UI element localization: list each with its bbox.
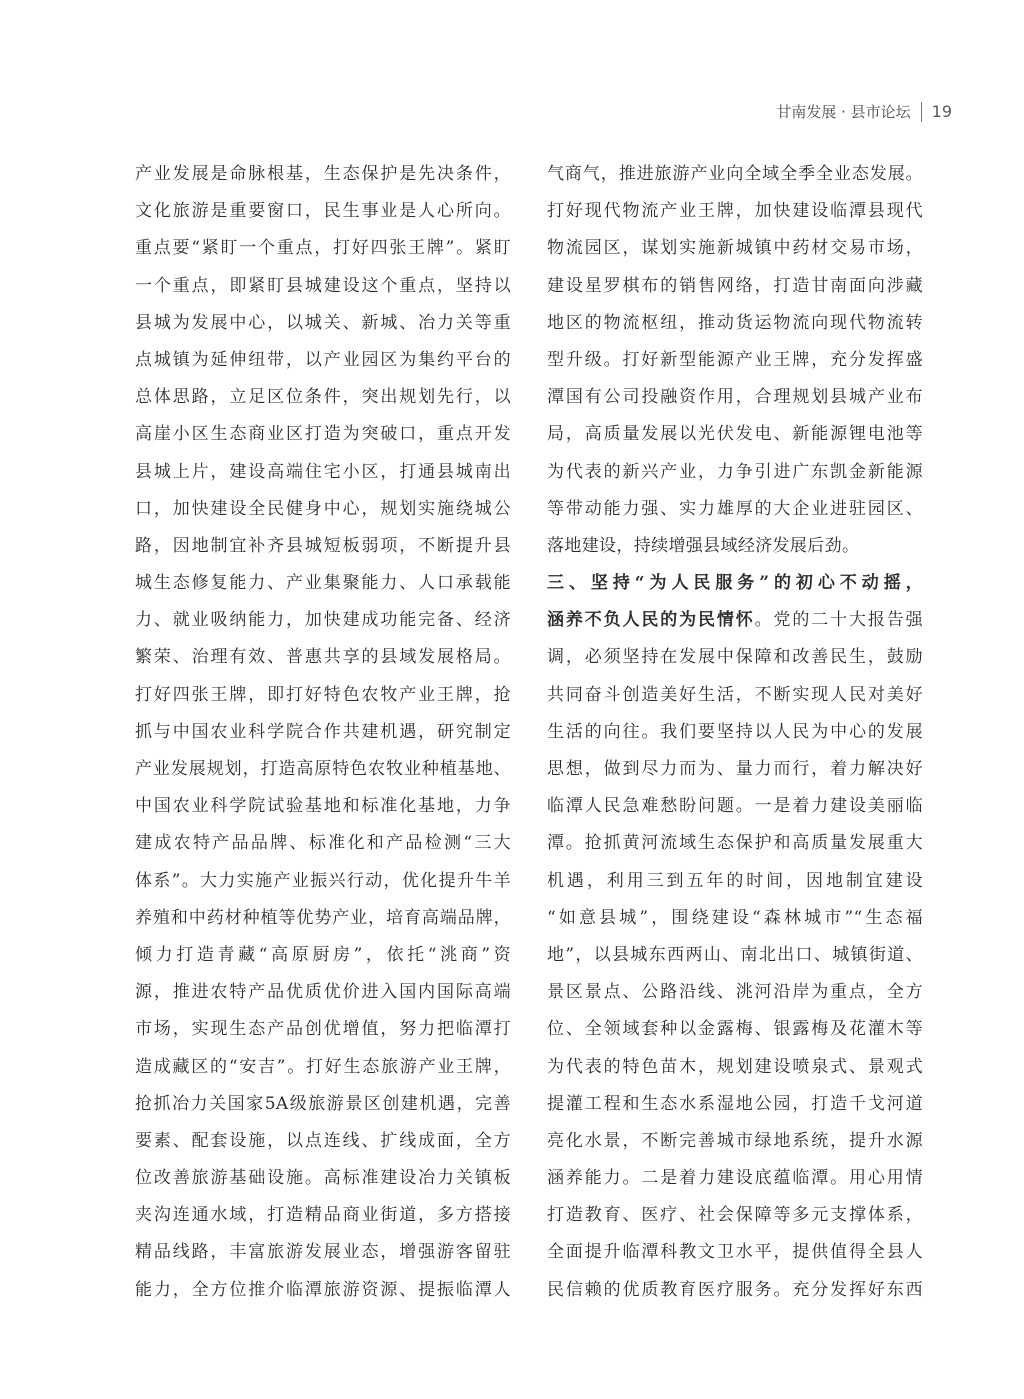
text-line: 落地建设，持续增强县域经济发展后劲。 — [547, 535, 860, 556]
section-heading-line-2 — [547, 602, 923, 639]
text-line: 气商气，推进旅游产业向全域全季全业态发展。 — [547, 164, 923, 184]
text-line: 抓与中国农业科学院合作共建机遇，研究制定 — [135, 721, 511, 742]
text-line: 夹沟连通水域，打造精品商业街道，多方搭接 — [135, 1205, 511, 1226]
text-line: 县城上片，建设高端住宅小区，打通县城南出 — [135, 461, 511, 482]
text-line: 点城镇为延伸纽带，以产业园区为集约平台的 — [135, 349, 511, 370]
text-line: 市场，实现生态产品创优增值，努力把临潭打 — [135, 1019, 511, 1040]
text-line: 局，高质量发展以光伏发电、新能源锂电池等 — [547, 424, 923, 445]
text-line: 重点要“紧盯一个重点，打好四张王牌”。紧盯 — [135, 238, 511, 259]
text-line: 打好四张王牌，即打好特色农牧产业王牌，抢 — [135, 684, 511, 705]
right-column-paragraph-b — [547, 639, 923, 1308]
text-line: “如意县城”，围绕建设“森林城市”“生态福 — [547, 907, 923, 928]
text-line: 力、就业吸纳能力，加快建成功能完备、经济 — [135, 610, 511, 631]
text-line: 文化旅游是重要窗口，民生事业是人心所向。 — [135, 201, 511, 222]
section-heading-bold: 涵养不负人民的为民情怀 — [547, 610, 755, 631]
text-line: 建设星罗棋布的销售网络，打造甘南面向涉藏 — [547, 275, 923, 296]
section-heading-line-1: 三、坚持“为人民服务”的初心不动摇， — [547, 573, 923, 594]
text-line: 共同奋斗创造美好生活，不断实现人民对美好 — [547, 684, 923, 705]
text-line: 位改善旅游基础设施。高标准建设冶力关镇板 — [135, 1168, 511, 1189]
header-divider — [921, 102, 922, 122]
text-line: 为代表的特色苗木，规划建设喷泉式、景观式 — [547, 1056, 923, 1077]
text-line: 城生态修复能力、产业集聚能力、人口承载能 — [135, 573, 511, 594]
text-line: 源，推进农特产品优质优价进入国内国际高端 — [135, 982, 511, 1003]
text-line: 高崖小区生态商业区打造为突破口，重点开发 — [135, 424, 511, 445]
text-line: 产业发展规划，打造高原特色农牧业种植基地、 — [135, 759, 511, 779]
text-line: 思想，做到尽力而为、量力而行，着力解决好 — [547, 759, 923, 779]
text-line: 涵养能力。二是着力建设底蕴临潭。用心用情 — [547, 1168, 923, 1189]
text-line: 养殖和中药材种植等优势产业，培育高端品牌， — [135, 907, 511, 928]
text-line: 临潭人民急难愁盼问题。一是着力建设美丽临 — [547, 796, 923, 817]
text-line: 县城为发展中心，以城关、新城、冶力关等重 — [135, 312, 511, 333]
running-header — [776, 101, 952, 122]
text-line: 物流园区，谋划实施新城镇中药材交易市场， — [547, 238, 923, 259]
text-line: 全面提升临潭科教文卫水平，提供值得全县人 — [547, 1242, 923, 1263]
section-heading-rest: 。党的二十大报告强 — [754, 610, 923, 631]
right-column-paragraph-a — [547, 156, 923, 565]
text-line: 景区景点、公路沿线、洮河沿岸为重点，全方 — [547, 982, 923, 1003]
text-line: 造成藏区的“安吉”。打好生态旅游产业王牌， — [135, 1056, 511, 1077]
text-line: 抢抓冶力关国家5A级旅游景区创建机遇，完善 — [135, 1093, 511, 1114]
text-line: 产业发展是命脉根基，生态保护是先决条件， — [135, 164, 511, 184]
text-line: 等带动能力强、实力雄厚的大企业进驻园区、 — [547, 498, 923, 519]
text-line: 一个重点，即紧盯县城建设这个重点，坚持以 — [135, 275, 511, 296]
text-line: 总体思路，立足区位条件，突出规划先行，以 — [135, 387, 511, 408]
text-line: 打好现代物流产业王牌，加快建设临潭县现代 — [547, 201, 923, 222]
text-line: 倾力打造青藏“高原厨房”，依托“洮商”资 — [135, 944, 511, 965]
text-line: 潭。抢抓黄河流域生态保护和高质量发展重大 — [547, 833, 923, 854]
right-text-column — [547, 156, 923, 1309]
text-line: 机遇，利用三到五年的时间，因地制宜建设 — [547, 870, 923, 891]
left-text-column — [135, 156, 511, 1309]
text-line: 位、全领域套种以金露梅、银露梅及花灌木等 — [547, 1019, 923, 1040]
journal-section-title: 甘南发展 · 县市论坛 — [776, 103, 911, 121]
text-line: 提灌工程和生态水系湿地公园，打造千戈河道 — [547, 1093, 923, 1114]
text-line: 调，必须坚持在发展中保障和改善民生，鼓励 — [547, 647, 923, 668]
text-line: 地”，以县城东西两山、南北出口、城镇街道、 — [547, 944, 923, 965]
text-line: 地区的物流枢纽，推动货运物流向现代物流转 — [547, 312, 923, 333]
text-line: 繁荣、治理有效、普惠共享的县域发展格局。 — [135, 647, 511, 668]
text-line: 型升级。打好新型能源产业王牌，充分发挥盛 — [547, 349, 923, 370]
text-line: 生活的向往。我们要坚持以人民为中心的发展 — [547, 721, 923, 742]
text-line: 要素、配套设施，以点连线、扩线成面，全方 — [135, 1130, 511, 1151]
text-line: 打造教育、医疗、社会保障等多元支撑体系， — [547, 1205, 923, 1226]
text-line: 为代表的新兴产业，力争引进广东凯金新能源 — [547, 461, 923, 482]
text-line: 亮化水景，不断完善城市绿地系统，提升水源 — [547, 1130, 923, 1151]
text-line: 口，加快建设全民健身中心，规划实施绕城公 — [135, 498, 511, 519]
text-line: 体系”。大力实施产业振兴行动，优化提升牛羊 — [135, 870, 511, 891]
text-line: 民信赖的优质教育医疗服务。充分发挥好东西 — [547, 1279, 923, 1300]
text-line: 潭国有公司投融资作用，合理规划县城产业布 — [547, 387, 923, 408]
page-number: 19 — [931, 102, 952, 121]
text-line: 中国农业科学院试验基地和标准化基地，力争 — [135, 796, 511, 817]
text-line: 精品线路，丰富旅游发展业态，增强游客留驻 — [135, 1242, 511, 1263]
text-line: 建成农特产品品牌、标准化和产品检测“三大 — [135, 833, 511, 854]
text-line: 能力，全方位推介临潭旅游资源、提振临潭人 — [135, 1279, 511, 1300]
text-line: 路，因地制宜补齐县城短板弱项，不断提升县 — [135, 535, 511, 556]
